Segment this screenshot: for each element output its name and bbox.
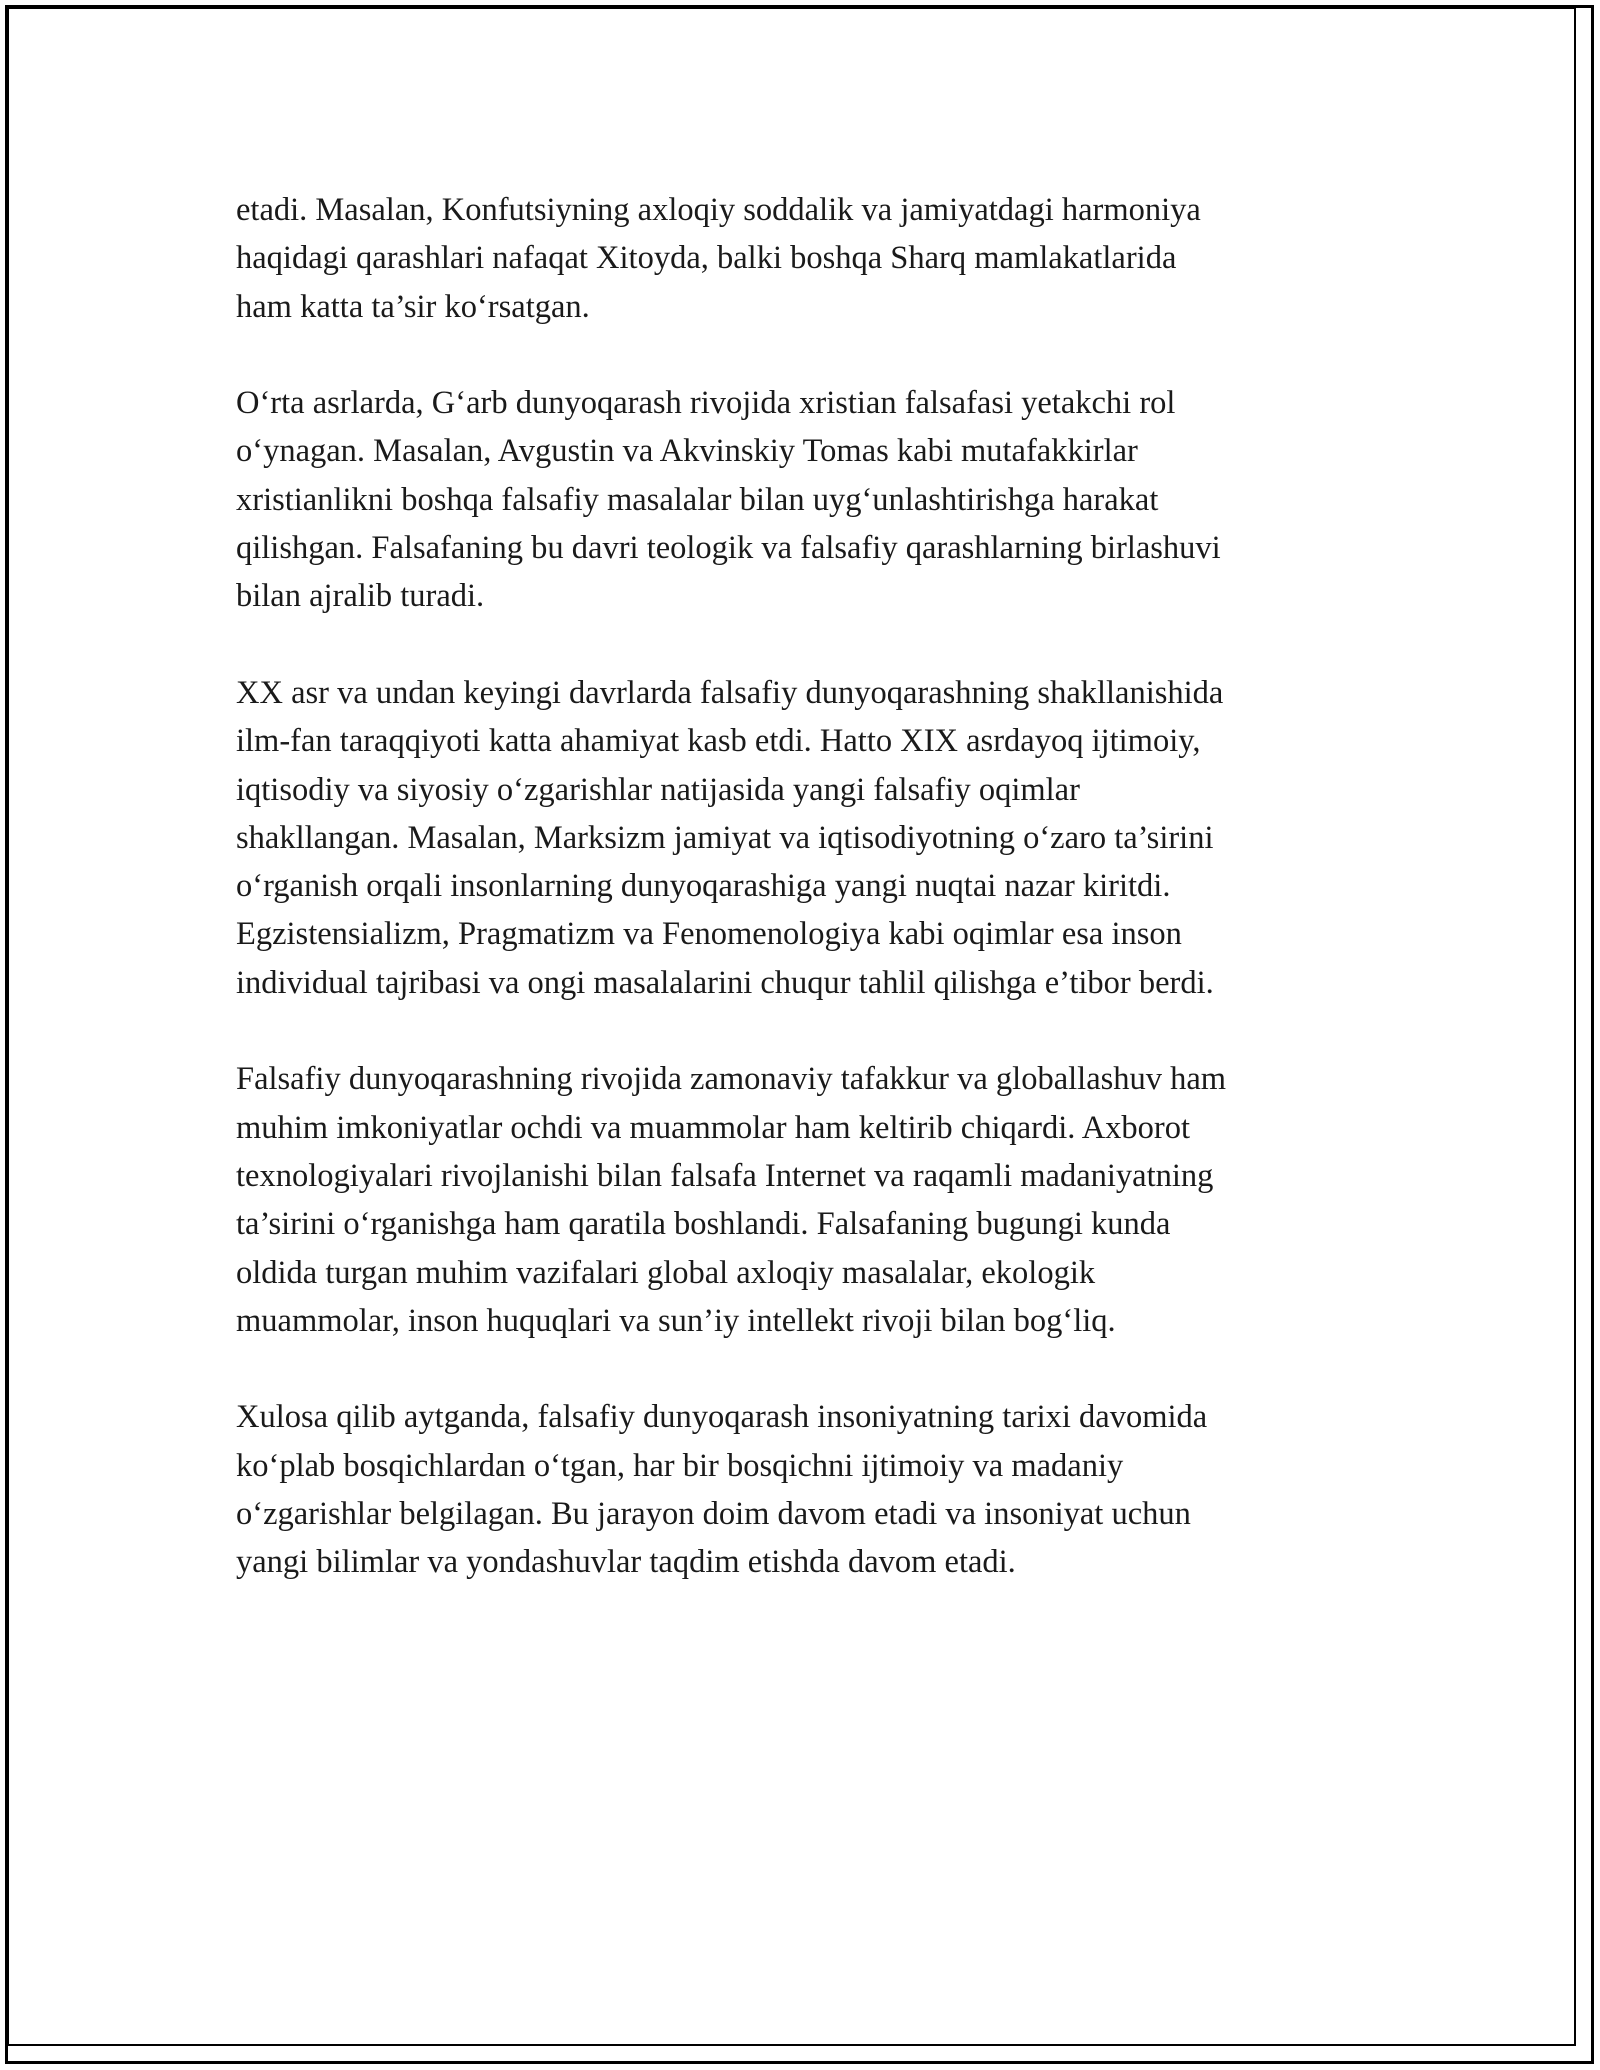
paragraph-conclusion: Xulosa qilib aytganda, falsafiy dunyoqarash insoniyatning tarixi davomida ko‘plab bosqichlardan o‘tgan, har bir bosqichni ijtimoiy va madaniy o‘zgarishlar belgilagan. Bu jarayon doim davom etadi va insoniyat uchun yangi bilimlar va yondashuvlar taqdim etishda davom etadi. (236, 1399, 1208, 1581)
paragraph-twentieth-century: XX asr va undan keyingi davrlarda falsafiy dunyoqarashning shakllanishida ilm-fan taraqqiyoti katta ahamiyat kasb etdi. Hatto XIX asrdayoq ijtimoiy, iqtisodiy va siyosiy o‘zgarishlar natijasida yangi falsafiy oqimlar shakllangan. Masalan, Marksizm jamiyat va iqtisodiyotning o‘zaro ta’sirini o‘rganish orqali insonlarning dunyoqarashiga yangi nuqtai nazar kiritdi. Egzistensializm, Pragmatizm va Fenomenologiya kabi oqimlar esa inson individual tajribasi va ongi masalalarini chuqur tahlil qilishga e’tibor berdi. (236, 674, 1224, 1001)
document-body (236, 186, 1366, 1587)
paragraph-confucius: etadi. Masalan, Konfutsiyning axloqiy soddalik va jamiyatdagi harmoniya haqidagi qarashlari nafaqat Xitoyda, balki boshqa Sharq mamlakatlarida ham katta ta’sir ko‘rsatgan. (236, 192, 1201, 325)
paragraph-globalization: Falsafiy dunyoqarashning rivojida zamonaviy tafakkur va globallashuv ham muhim imkoniyatlar ochdi va muammolar ham keltirib chiqardi. Axborot texnologiyalari rivojlanishi bilan falsafa Internet va raqamli madaniyatning ta’sirini o‘rganishga ham qaratila boshlandi. Falsafaning bugungi kunda oldida turgan muhim vazifalari global axloqiy masalalar, ekologik muammolar, inson huquqlari va sun’iy intellekt rivoji bilan bog‘liq. (236, 1061, 1227, 1339)
paragraph-middle-ages: O‘rta asrlarda, G‘arb dunyoqarash rivojida xristian falsafasi yetakchi rol o‘ynagan. Masalan, Avgustin va Akvinskiy Tomas kabi mutafakkirlar xristianlikni boshqa falsafiy masalalar bilan uyg‘unlashtirishga harakat qilishgan. Falsafaning bu davri teologik va falsafiy qarashlarning birlashuvi bilan ajralib turadi. (236, 385, 1221, 615)
